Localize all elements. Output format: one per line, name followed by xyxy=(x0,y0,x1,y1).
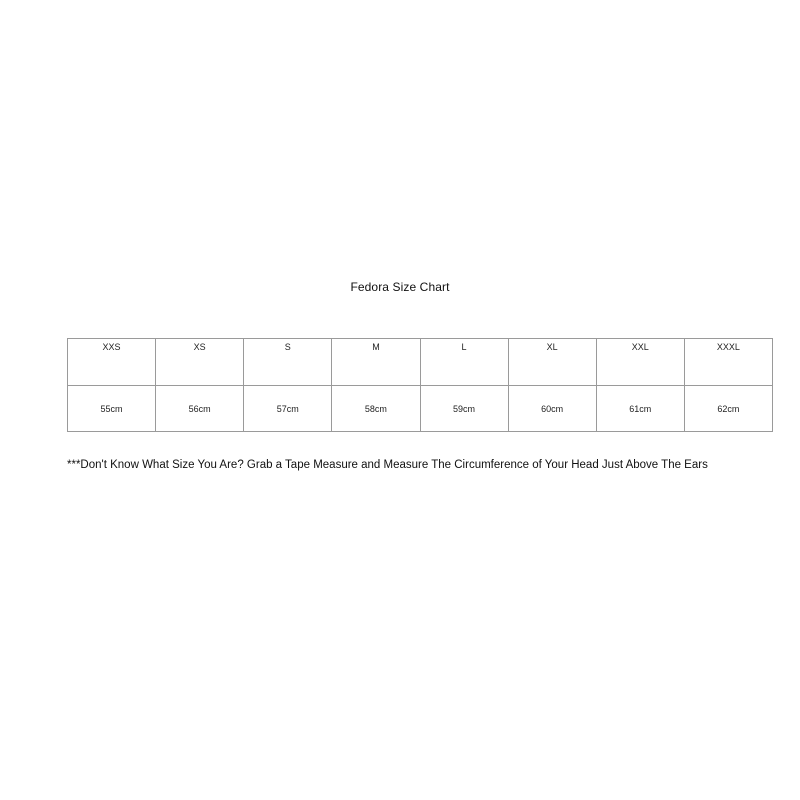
circumference-cell: 55cm xyxy=(68,386,156,432)
size-cell: XL xyxy=(508,339,596,386)
size-header-row xyxy=(68,339,773,386)
size-cell: XS xyxy=(156,339,244,386)
size-cell: S xyxy=(244,339,332,386)
size-cell: XXS xyxy=(68,339,156,386)
size-cell: XXXL xyxy=(684,339,772,386)
circumference-cell: 62cm xyxy=(684,386,772,432)
circumference-cell: 61cm xyxy=(596,386,684,432)
circumference-cell: 58cm xyxy=(332,386,420,432)
size-cell: L xyxy=(420,339,508,386)
circumference-cell: 57cm xyxy=(244,386,332,432)
chart-title: Fedora Size Chart xyxy=(350,280,450,294)
size-cell: M xyxy=(332,339,420,386)
circumference-cell: 59cm xyxy=(420,386,508,432)
circumference-cell: 60cm xyxy=(508,386,596,432)
circumference-cell: 56cm xyxy=(156,386,244,432)
size-table xyxy=(67,338,773,432)
size-cell: XXL xyxy=(596,339,684,386)
measuring-note: ***Don't Know What Size You Are? Grab a Tape Measure and Measure The Circumference of Your Head Just Above The Ears xyxy=(67,459,708,471)
circumference-row xyxy=(68,386,773,432)
